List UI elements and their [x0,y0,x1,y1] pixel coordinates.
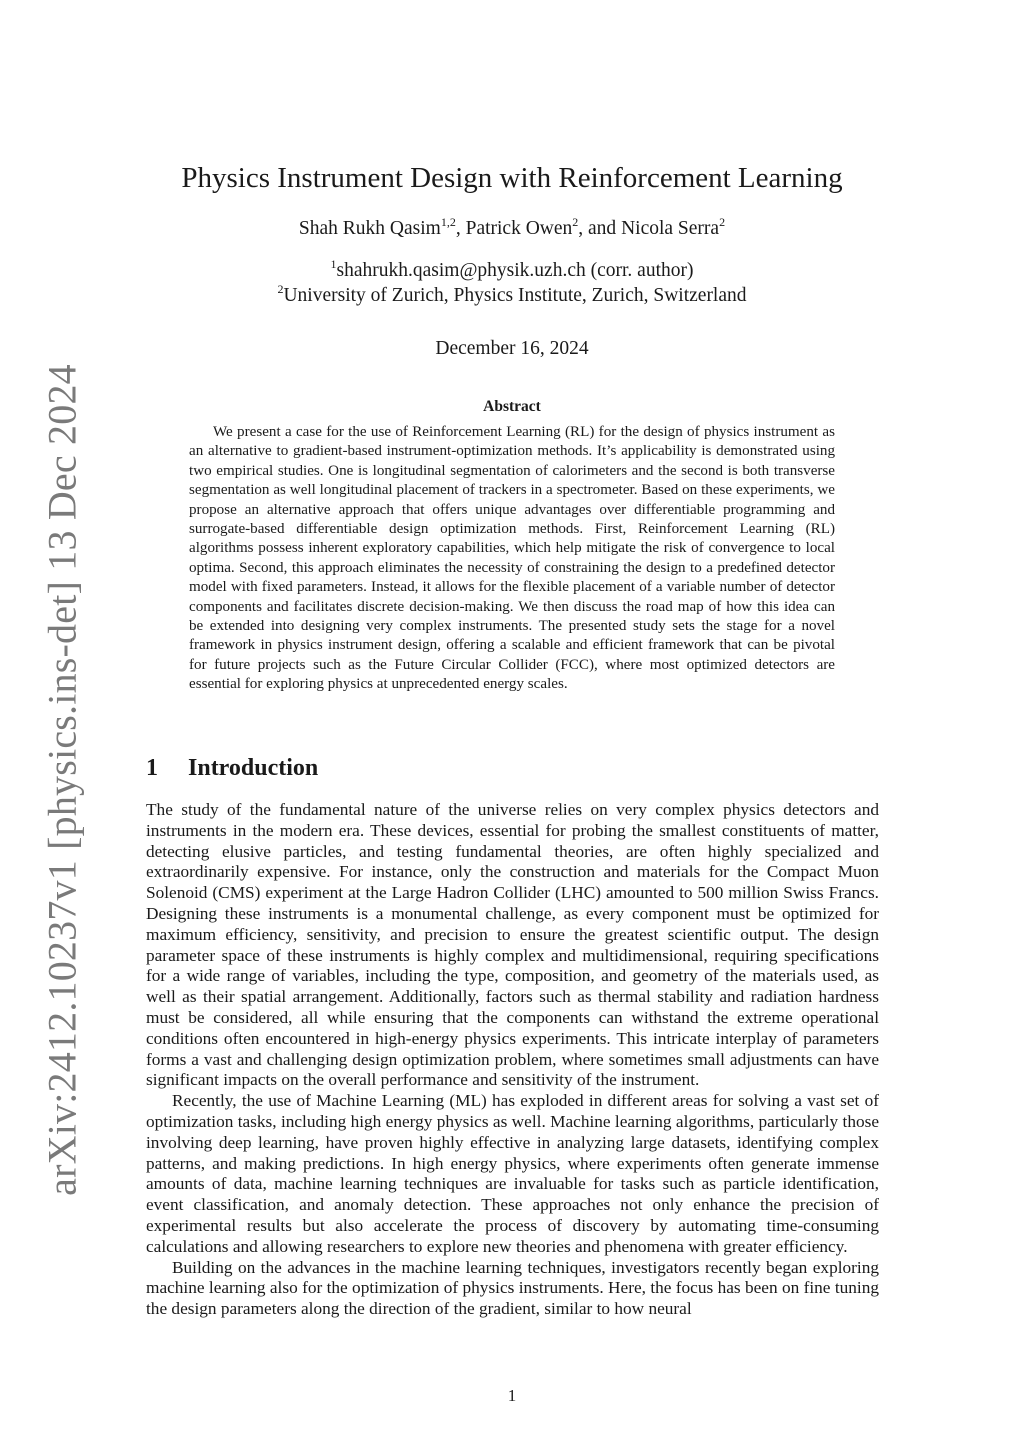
section-number: 1 [146,755,158,781]
paper-title: Physics Instrument Design with Reinforcement Learning [181,162,843,194]
author-separator: , [455,218,466,239]
affiliation-mark: 2 [277,282,284,296]
author-affiliation-mark: 2 [719,215,726,229]
section-title: Introduction [188,755,319,781]
arxiv-identifier: arXiv:2412.10237v1 [physics.ins-det] 13 Dec 2024 [39,364,85,1196]
section-heading [146,752,318,784]
paper-date: December 16, 2024 [435,338,589,359]
affiliation-text: University of Zurich, Physics Institute, Zurich, Switzerland [283,285,747,306]
author-affiliation-mark: 2 [572,215,579,229]
author-affiliation-mark: 1,2 [440,215,456,229]
author-separator: , and [578,218,622,239]
abstract-text: We present a case for the use of Reinforcement Learning (RL) for the design of physics instrument as an alternative to gradient-based instrument-optimization methods. It’s applicability is demonstrated using two empirical studies. One is longitudinal segmentation of calorimeters and the second is both transverse segmentation as well longitudinal placement of trackers in a spectrometer. Based on these experiments, we propose an alternative approach that offers unique advantages over differentiable programming and surrogate-based differentiable design optimization methods. First, Reinforcement Learning (RL) algorithms possess inherent exploratory capabilities, which help mitigate the risk of convergence to local optima. Second, this approach eliminates the necessity of constraining the design to a predefined detector model with fixed parameters. Instead, it allows for the flexible placement of a variable number of detector components and facilitates discrete decision-making. We then discuss the road map of how this idea can be extended into designing very complex instruments. The presented study sets the stage for a novel framework in physics instrument design, offering a scalable and efficient framework that can be pivotal for future projects such as the Future Circular Collider (FCC), where most optimized detectors are essential for exploring physics at unprecedented energy scales. [189,424,835,693]
author-list [0,216,1024,242]
affiliation-institution [0,283,1024,309]
body-paragraph: Recently, the use of Machine Learning (ML) has exploded in different areas for solving a vast set of optimization tasks, including high energy physics as well. Machine learning algorithms, particularly those involving deep learning, have proven highly effective in analyzing large datasets, identifying complex patterns, and making predictions. In high energy physics, where experiments often generate immense amounts of data, machine learning techniques are invaluable for tasks such as particle identification, event classification, and anomaly detection. These approaches not only enhance the precision of experimental results but also accelerate the process of discovery by automating time-consuming calculations and allowing researchers to explore new theories and phenomena with greater efficiency. [146,1091,879,1256]
author-name: Patrick Owen [465,218,573,239]
body-paragraph: The study of the fundamental nature of the universe relies on very complex physics detectors and instruments in the modern era. These devices, essential for probing the smallest constituents of matter, detecting elusive particles, and testing fundamental theories, are often highly specialized and extraordinarily expensive. For instance, only the construction and materials for the Compact Muon Solenoid (CMS) experiment at the Large Hadron Collider (LHC) amounted to 500 million Swiss Francs. Designing these instruments is a monumental challenge, as every component must be optimized for maximum efficiency, sensitivity, and precision to ensure the greatest scientific output. The design parameter space of these instruments is highly complex and multidimensional, requiring specifications for a wide range of variables, including the type, composition, and geometry of the materials used, as well as their spatial arrangement. Additionally, factors such as thermal stability and radiation hardness must be considered, all while ensuring that the components can withstand the extreme operational conditions often encountered in high-energy physics experiments. This intricate interplay of parameters forms a vast and challenging design optimization problem, where sometimes small adjustments can have significant impacts on the overall performance and sensitivity of the instrument. [146,800,879,1090]
author-name: Nicola Serra [621,218,720,239]
page-number: 1 [507,1386,517,1405]
section-body [146,800,879,1320]
author-name: Shah Rukh Qasim [298,218,441,239]
affiliation-email [0,258,1024,284]
body-paragraph: Building on the advances in the machine learning techniques, investigators recently began exploring machine learning also for the optimization of physics instruments. Here, the focus has been on fine tuning the design parameters along the direction of the gradient, similar to how neural [146,1257,879,1319]
affiliation-text: shahrukh.qasim@physik.uzh.ch (corr. author) [336,260,694,281]
abstract-heading: Abstract [483,398,541,415]
affiliation-mark: 1 [330,257,337,271]
